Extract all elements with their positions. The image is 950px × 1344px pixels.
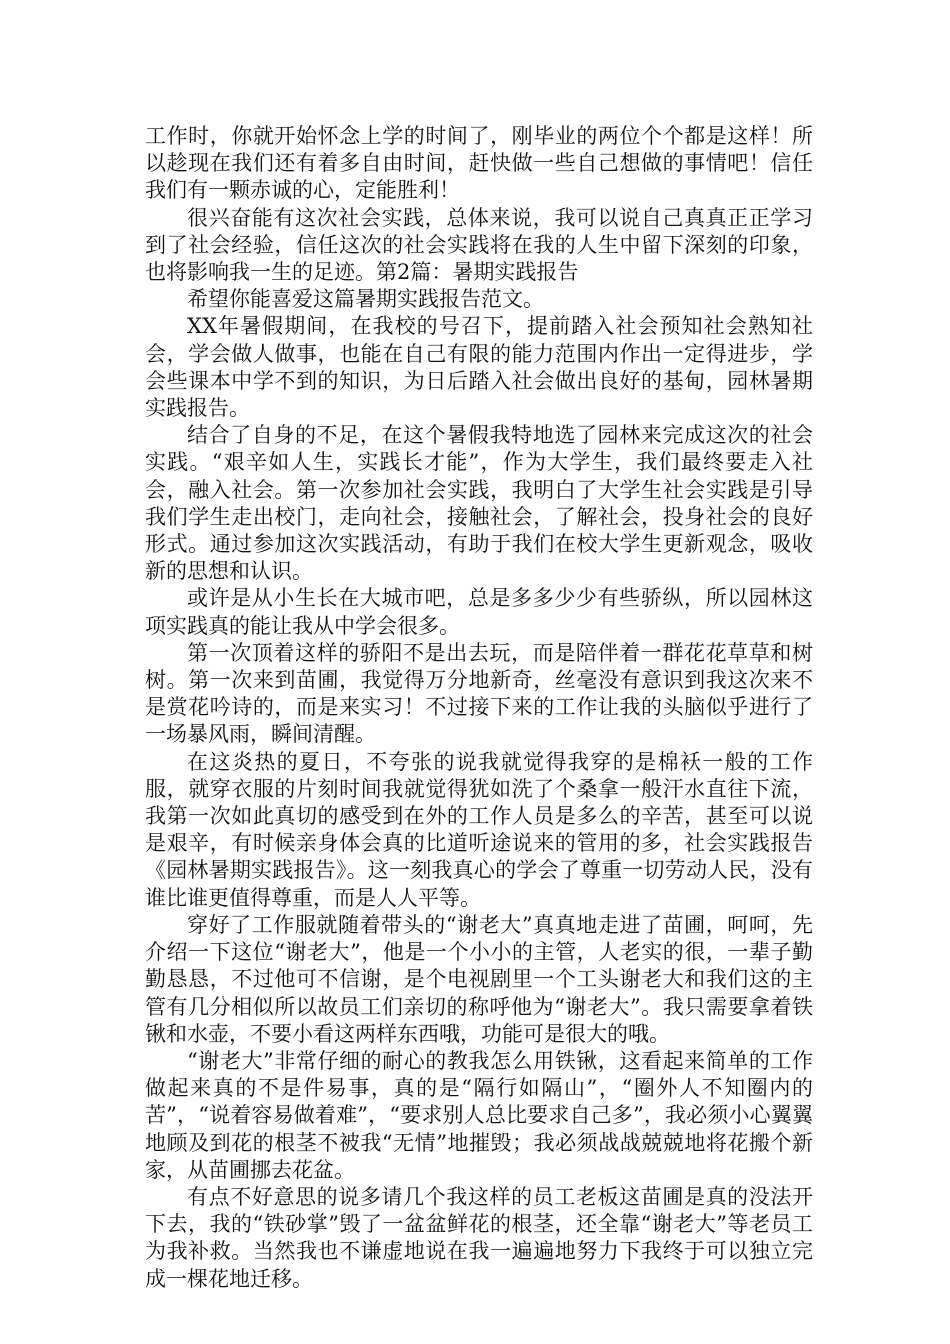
paragraph: “谢老大”非常仔细的耐心的教我怎么用铁锹，这看起来简单的工作做起来真的不是件易事，真的是“隔行如隔山”，“圈外人不知圈内的苦”，“说着容易做着难”，“要求别人总比要求自己多”，我必须小心翼翼地顾及到花的根茎不被我“无情”地摧毁；我必须战战兢兢地将花搬个新家，从苗圃挪去花盆。	[145, 1048, 813, 1182]
paragraph: 希望你能喜爱这篇暑期实践报告范文。	[187, 287, 544, 312]
paragraph: 或许是从小生长在大城市吧，总是多多少少有些骄纵，所以园林这项实践真的能让我从中学会很多。	[145, 586, 813, 638]
paragraph: 很兴奋能有这次社会实践，总体来说，我可以说自己真真正正学习到了社会经验，信任这次的社会实践将在我的人生中留下深刻的印象，也将影响我一生的足迹。第2篇：暑期实践报告	[145, 205, 813, 285]
paragraph: 结合了自身的不足，在这个暑假我特地选了园林来完成这次的社会实践。“艰辛如人生，实践长才能”，作为大学生，我们最终要走入社会，融入社会。第一次参加社会实践，我明白了大学生社会实践是引导我们学生走出校门，走向社会，接触社会，了解社会，投身社会的良好形式。通过参加这次实践活动，有助于我们在校大学生更新观念，吸收新的思想和认识。	[145, 423, 813, 584]
paragraph: XX年暑假期间，在我校的号召下，提前踏入社会预知社会熟知社会，学会做人做事，也能在自己有限的能力范围内作出一定得进步，学会些课本中学不到的知识，为日后踏入社会做出良好的基甸，园林暑期实践报告。	[145, 314, 813, 421]
document-body	[145, 123, 813, 1293]
paragraph: 穿好了工作服就随着带头的“谢老大”真真地走进了苗圃，呵呵，先介绍一下这位“谢老大”，他是一个小小的主管，人老实的很，一辈子勤勤恳恳，不过他可不信谢，是个电视剧里一个工头谢老大和我们这的主管有几分相似所以故员工们亲切的称呼他为“谢老大”。我只需要拿着铁锹和水壶，不要小看这两样东西哦，功能可是很大的哦。	[145, 912, 813, 1046]
paragraph: 有点不好意思的说多请几个我这样的员工老板这苗圃是真的没法开下去，我的“铁砂掌”毁了一盆盆鲜花的根茎，还全靠“谢老大”等老员工为我补救。当然我也不谦虚地说在我一遍遍地努力下我终于可以独立完成一棵花地迁移。	[145, 1184, 813, 1291]
paragraph: 第一次顶着这样的骄阳不是出去玩，而是陪伴着一群花花草草和树树。第一次来到苗圃，我觉得万分地新奇，丝毫没有意识到我这次来不是赏花吟诗的，而是来实习！不过接下来的工作让我的头脑似乎进行了一场暴风雨，瞬间清醒。	[145, 640, 813, 747]
paragraph: 工作时，你就开始怀念上学的时间了，刚毕业的两位个个都是这样！所以趁现在我们还有着多自由时间，赶快做一些自己想做的事情吧！信任我们有一颗赤诚的心，定能胜利！	[145, 124, 813, 203]
paragraph: 在这炎热的夏日，不夸张的说我就觉得我穿的是棉袄一般的工作服，就穿衣服的片刻时间我就觉得犹如洗了个桑拿一般汗水直往下流，我第一次如此真切的感受到在外的工作人员是多么的辛苦，甚至可以说是艰辛，有时候亲身体会真的比道听途说来的管用的多，社会实践报告《园林暑期实践报告》。这一刻我真心的学会了尊重一切劳动人民，没有谁比谁更值得尊重，而是人人平等。	[145, 749, 813, 910]
